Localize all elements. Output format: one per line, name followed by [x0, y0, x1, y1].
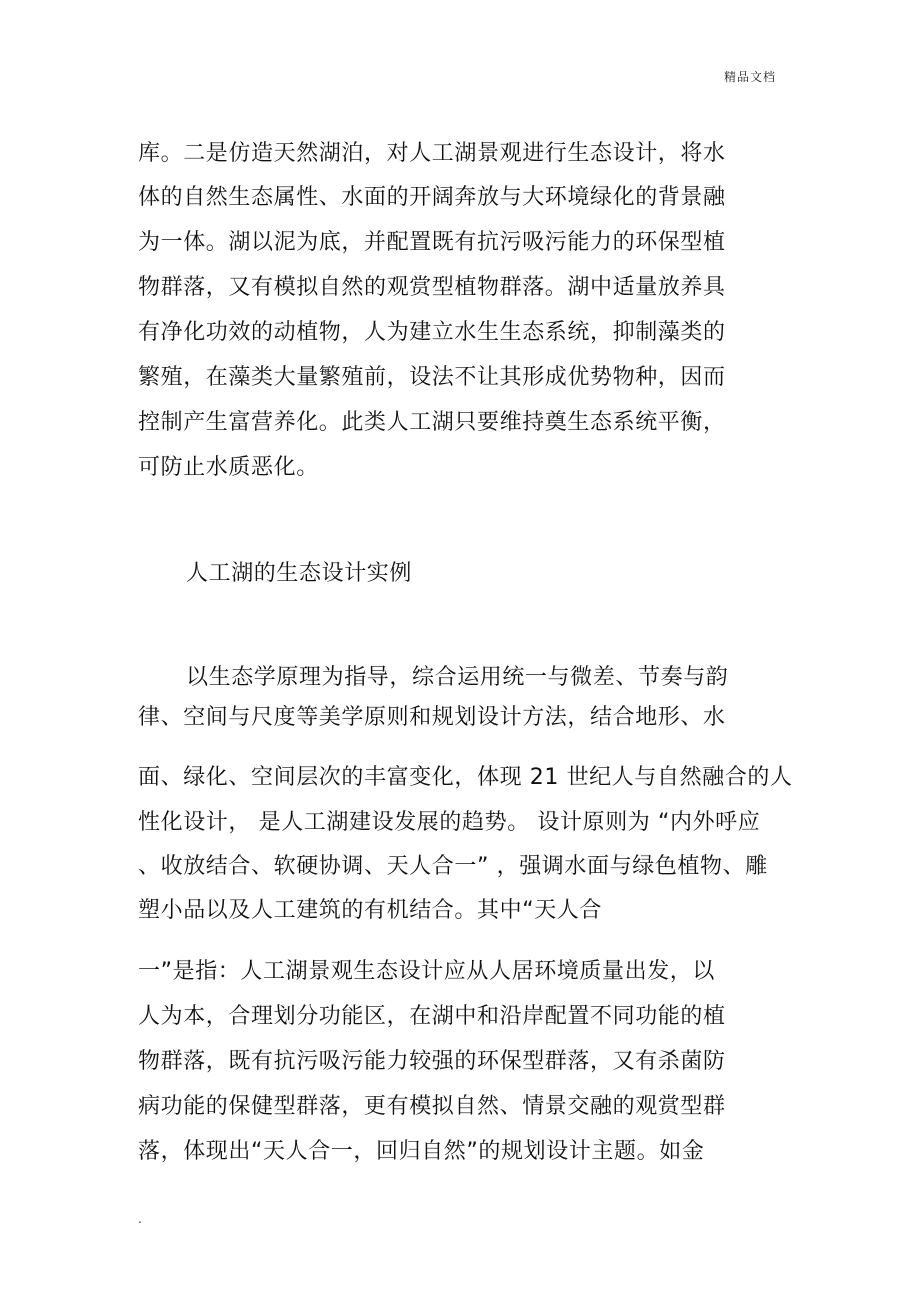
paragraph-line: 体的自然生态属性、水面的开阔奔放与大环境绿化的背景融 [138, 185, 726, 210]
paragraph-line: 可防止水质恶化。 [138, 455, 319, 480]
paragraph-line: 为一体。湖以泥为底，并配置既有抗污吸污能力的环保型植 [138, 230, 726, 255]
section-heading: 人工湖的生态设计实例 [186, 561, 413, 586]
paragraph-line: 性化设计， 是人工湖建设发展的趋势。 设计原则为 “内外呼应 [138, 810, 761, 835]
paragraph-line: 繁殖，在藻类大量繁殖前，设法不让其形成优势物种，因而 [138, 365, 726, 390]
paragraph-line: 库。二是仿造天然湖泊，对人工湖景观进行生态设计，将水 [138, 141, 726, 166]
paragraph-line: 塑小品以及人工建筑的有机结合。其中“天人合 [138, 898, 602, 923]
paragraph-line: 物群落，又有模拟自然的观赏型植物群落。湖中适量放养具 [138, 275, 726, 300]
paragraph-line: 物群落，既有抗污吸污能力较强的环保型群落，又有杀菌防 [138, 1049, 726, 1074]
paragraph-line: 落，体现出“天人合一，回归自然”的规划设计主题。如金 [138, 1139, 705, 1164]
paragraph-line: 律、空间与尺度等美学原则和规划设计方法，结合地形、水 [138, 705, 726, 730]
paragraph-line: 面、绿化、空间层次的丰富变化，体现 21 世纪人与自然融合的人 [138, 765, 793, 790]
paragraph-line: 以生态学原理为指导，综合运用统一与微差、节奏与韵 [186, 665, 729, 690]
paragraph-line: 控制产生富营养化。此类人工湖只要维持奠生态系统平衡， [138, 410, 726, 435]
footer-mark: . [138, 1212, 142, 1226]
paragraph-line: 病功能的保健型群落，更有模拟自然、情景交融的观赏型群 [138, 1094, 726, 1119]
paragraph-line: 人为本，合理划分功能区，在湖中和沿岸配置不同功能的植 [138, 1004, 726, 1029]
paragraph-line: 有净化功效的动植物，人为建立水生生态系统，抑制藻类的 [138, 320, 726, 345]
paragraph-line: 一”是指：人工湖景观生态设计应从人居环境质量出发，以 [138, 959, 715, 984]
paragraph-line: 、收放结合、软硬协调、天人合一” ，强调水面与绿色植物、雕 [138, 854, 768, 879]
page-header-note: 精品文档 [724, 70, 777, 84]
